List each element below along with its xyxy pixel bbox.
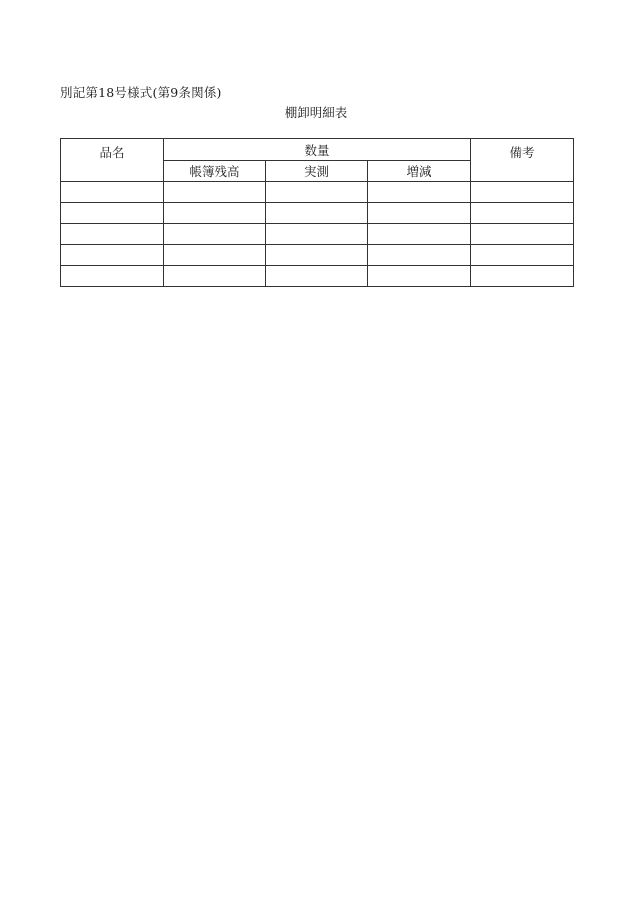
cell-item-name bbox=[61, 224, 164, 245]
table-row bbox=[61, 182, 574, 203]
cell-book-balance bbox=[164, 245, 266, 266]
header-book-balance: 帳簿残高 bbox=[164, 161, 266, 182]
form-number-label: 別記第18号様式(第9条関係) bbox=[60, 85, 222, 100]
cell-book-balance bbox=[164, 266, 266, 287]
table-row bbox=[61, 266, 574, 287]
table-row bbox=[61, 203, 574, 224]
cell-book-balance bbox=[164, 224, 266, 245]
cell-actual-count bbox=[266, 224, 368, 245]
header-actual-count: 実測 bbox=[266, 161, 368, 182]
cell-increase-decrease bbox=[368, 224, 471, 245]
cell-remarks bbox=[471, 224, 574, 245]
cell-actual-count bbox=[266, 182, 368, 203]
table-row bbox=[61, 224, 574, 245]
cell-increase-decrease bbox=[368, 203, 471, 224]
cell-remarks bbox=[471, 245, 574, 266]
document-title: 棚卸明細表 bbox=[284, 105, 348, 120]
cell-increase-decrease bbox=[368, 182, 471, 203]
cell-remarks bbox=[471, 203, 574, 224]
table-row bbox=[61, 245, 574, 266]
cell-actual-count bbox=[266, 245, 368, 266]
inventory-detail-table bbox=[60, 138, 574, 287]
cell-item-name bbox=[61, 245, 164, 266]
cell-increase-decrease bbox=[368, 245, 471, 266]
cell-actual-count bbox=[266, 266, 368, 287]
cell-book-balance bbox=[164, 203, 266, 224]
header-item-name: 品名 bbox=[61, 139, 164, 182]
cell-book-balance bbox=[164, 182, 266, 203]
cell-item-name bbox=[61, 182, 164, 203]
cell-actual-count bbox=[266, 203, 368, 224]
cell-item-name bbox=[61, 203, 164, 224]
header-remarks: 備考 bbox=[471, 139, 574, 182]
cell-remarks bbox=[471, 182, 574, 203]
cell-remarks bbox=[471, 266, 574, 287]
header-increase-decrease: 増減 bbox=[368, 161, 471, 182]
cell-item-name bbox=[61, 266, 164, 287]
header-quantity: 数量 bbox=[164, 139, 471, 161]
cell-increase-decrease bbox=[368, 266, 471, 287]
